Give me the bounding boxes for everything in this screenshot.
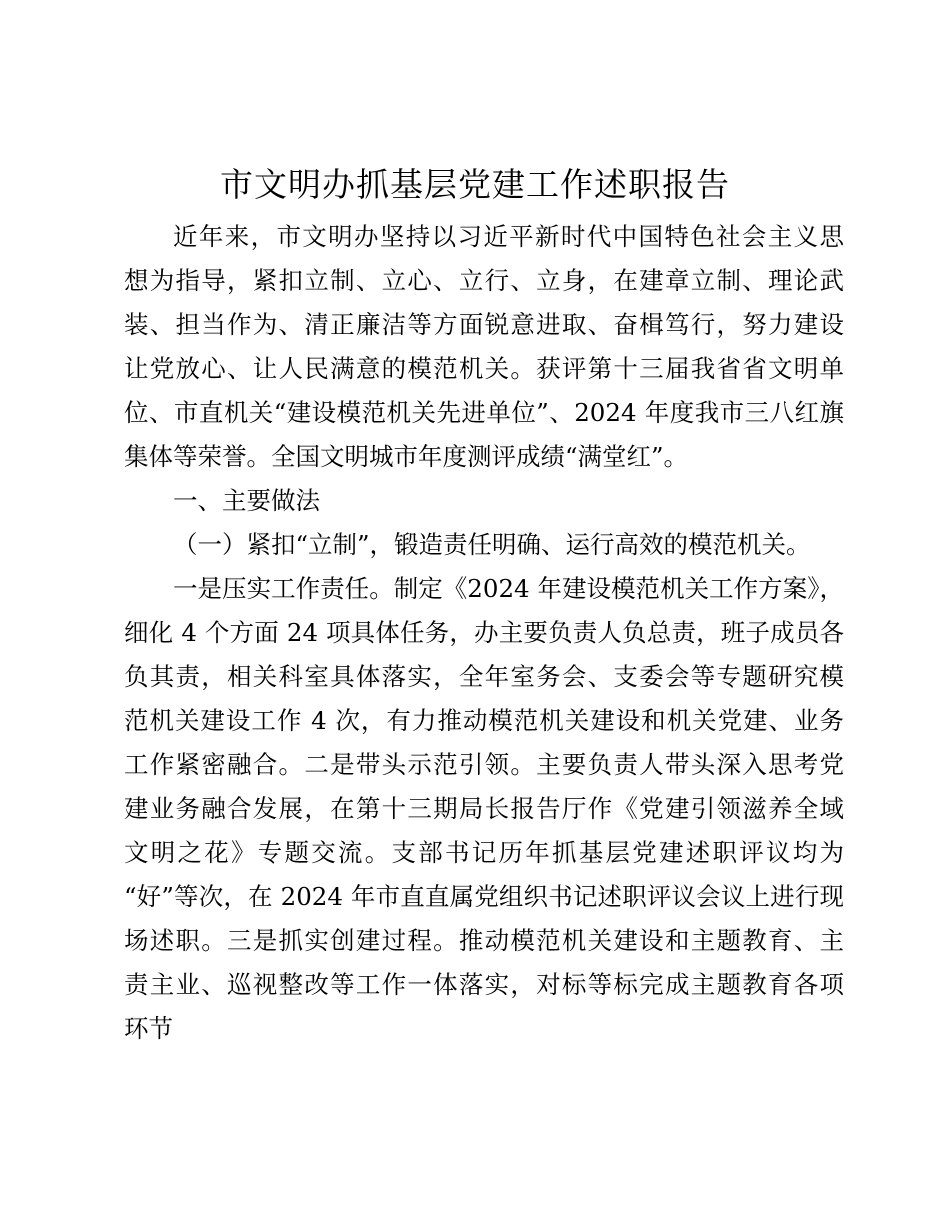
- paragraph-line: 集体等荣誉。全国文明城市年度测评成绩“满堂红”。: [124, 442, 689, 471]
- paragraph-line: 想为指导，紧扣立制、立心、立行、立身，在建章立制、理论武: [124, 266, 844, 295]
- paragraph-line: 建业务融合发展，在第十三期局长报告厅作《党建引领滋养全域: [124, 794, 844, 823]
- paragraph-line: 责主业、巡视整改等工作一体落实，对标等标完成主题教育各项: [124, 970, 844, 999]
- section-heading: 一、主要做法: [173, 486, 320, 515]
- paragraph-line: “好”等次，在 2024 年市直直属党组织书记述职评议会议上进行现: [124, 882, 844, 911]
- paragraph-line: 场述职。三是抓实创建过程。推动模范机关建设和主题教育、主: [124, 926, 844, 955]
- paragraph-line: 装、担当作为、清正廉洁等方面锐意进取、奋楫笃行，努力建设: [124, 310, 844, 339]
- paragraph-line: 环节: [124, 1014, 173, 1043]
- paragraph-line: 范机关建设工作 4 次，有力推动模范机关建设和机关党建、业务: [124, 706, 844, 735]
- paragraph-line: 工作紧密融合。二是带头示范引领。主要负责人带头深入思考党: [124, 750, 844, 779]
- subsection-heading: （一）紧扣“立制”，锻造责任明确、运行高效的模范机关。: [173, 530, 811, 559]
- paragraph-line: 文明之花》专题交流。支部书记历年抓基层党建述职评议均为: [124, 838, 844, 867]
- paragraph-line: 近年来，市文明办坚持以习近平新时代中国特色社会主义思: [173, 222, 844, 251]
- paragraph-line: 负其责，相关科室具体落实，全年室务会、支委会等专题研究模: [124, 662, 844, 691]
- paragraph-line: 让党放心、让人民满意的模范机关。获评第十三届我省省文明单: [124, 354, 844, 383]
- paragraph-line: 一是压实工作责任。制定《2024 年建设模范机关工作方案》，: [173, 574, 844, 603]
- paragraph-line: 位、市直机关“建设模范机关先进单位”、2024 年度我市三八红旗: [124, 398, 844, 427]
- paragraph-line: 细化 4 个方面 24 项具体任务，办主要负责人负总责，班子成员各: [124, 618, 844, 647]
- page-title: 市文明办抓基层党建工作述职报告: [220, 165, 730, 204]
